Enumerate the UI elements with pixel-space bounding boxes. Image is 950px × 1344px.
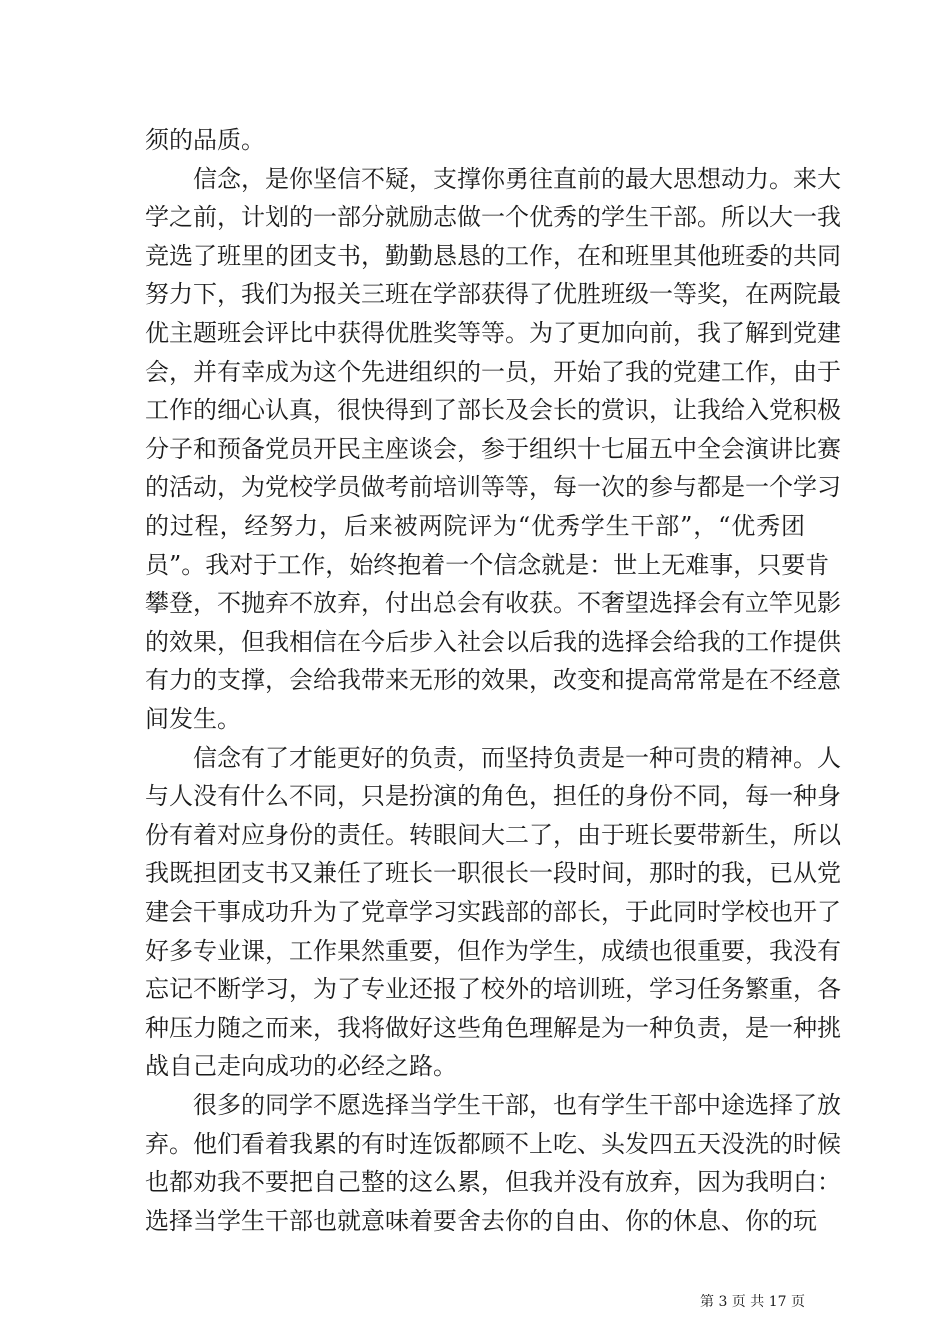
text-line: 很多的同学不愿选择当学生干部，也有学生干部中途选择了放 [145,1091,841,1119]
text-line: 忘记不断学习，为了专业还报了校外的培训班，学习任务繁重，各 [145,975,841,1004]
text-line: 弃。他们看着我累的有时连饭都顾不上吃、头发四五天没洗的时候 [145,1129,841,1158]
text-line: 学之前，计划的一部分就励志做一个优秀的学生干部。所以大一我 [145,203,841,232]
text-line: 分子和预备党员开民主座谈会，参于组织十七届五中全会演讲比赛 [145,434,841,463]
text-line: 会，并有幸成为这个先进组织的一员，开始了我的党建工作，由于 [145,357,841,386]
text-line: 员”。我对于工作，始终抱着一个信念就是：世上无难事，只要肯 [145,550,830,579]
text-line: 努力下，我们为报关三班在学部获得了优胜班级一等奖，在两院最 [145,280,841,309]
text-line: 份有着对应身份的责任。转眼间大二了，由于班长要带新生，所以 [145,820,841,849]
text-line: 好多专业课，工作果然重要，但作为学生，成绩也很重要，我没有 [145,936,841,965]
text-line: 信念有了才能更好的负责，而坚持负责是一种可贵的精神。人 [145,743,841,772]
text-line: 的活动，为党校学员做考前培训等等，每一次的参与都是一个学习 [145,473,841,502]
text-line: 竞选了班里的团支书，勤勤恳恳的工作，在和班里其他班委的共同 [145,241,841,270]
text-line: 我既担团支书又兼任了班长一职很长一段时间，那时的我，已从党 [145,859,841,888]
text-line: 与人没有什么不同，只是扮演的角色，担任的身份不同，每一种身 [145,782,841,811]
text-line: 工作的细心认真，很快得到了部长及会长的赏识，让我给入党积极 [145,396,841,425]
text-line: 有力的支撑，会给我带来无形的效果，改变和提高常常是在不经意 [145,666,841,695]
text-line: 的过程，经努力，后来被两院评为“优秀学生干部”，“优秀团 [145,512,805,540]
text-line: 的效果，但我相信在今后步入社会以后我的选择会给我的工作提供 [145,627,841,656]
text-line: 选择当学生干部也就意味着要舍去你的自由、你的休息、你的玩 [145,1206,817,1235]
text-line: 种压力随之而来，我将做好这些角色理解是为一种负责，是一种挑 [145,1013,841,1042]
page-number: 第 3 页 共 17 页 [700,1294,805,1310]
text-line: 信念，是你坚信不疑，支撑你勇往直前的最大思想动力。来大 [145,164,841,193]
text-line: 攀登，不抛弃不放弃，付出总会有收获。不奢望选择会有立竿见影 [145,589,841,618]
text-line: 优主题班会评比中获得优胜奖等等。为了更加向前，我了解到党建 [145,319,841,347]
text-line: 间发生。 [145,705,241,733]
text-line: 战自己走向成功的必经之路。 [145,1052,457,1081]
text-line: 也都劝我不要把自己整的这么累，但我并没有放弃，因为我明白： [145,1168,841,1197]
text-line: 建会干事成功升为了党章学习实践部的部长，于此同时学校也开了 [145,898,841,926]
text-line: 须的品质。 [145,126,265,154]
